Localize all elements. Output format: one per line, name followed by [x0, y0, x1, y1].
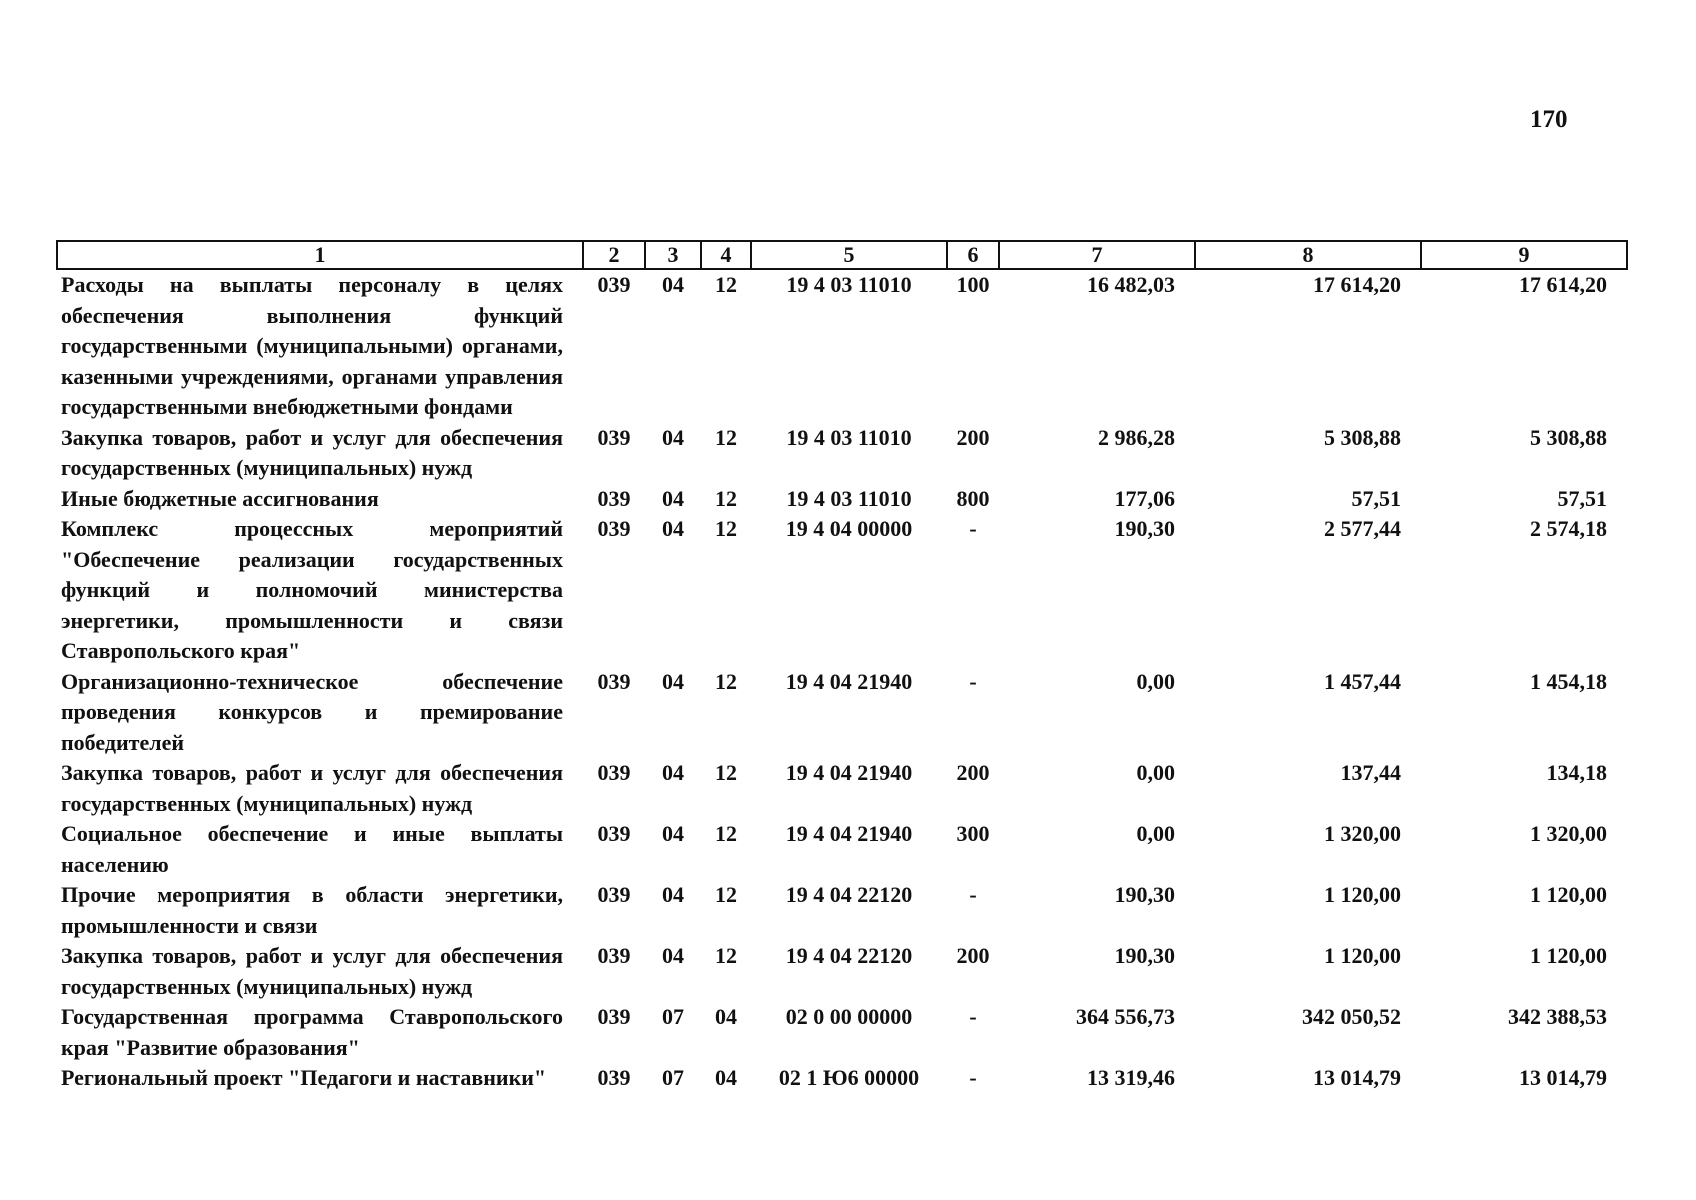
row-section: 07 — [662, 1065, 684, 1090]
row-expense-type: - — [969, 1065, 977, 1090]
row-target-article: 19 4 03 11010 — [786, 272, 912, 297]
row-section: 07 — [662, 1004, 684, 1029]
row-amount-col7: 16 482,03 — [1087, 272, 1175, 297]
row-amount-col7: 177,06 — [1114, 485, 1175, 511]
row-subsection: 12 — [715, 668, 737, 694]
row-target-article: 19 4 04 22120 — [785, 943, 913, 968]
page-number: 170 — [1530, 106, 1568, 133]
row-name: Социальное обеспечение и иные выплаты населению — [61, 821, 563, 877]
row-admin-code: 039 — [597, 272, 631, 297]
row-amount-col7: 2 986,28 — [1098, 424, 1175, 450]
row-amount-col9: 342 388,53 — [1508, 1004, 1607, 1029]
row-target-article: 19 4 04 21940 — [785, 760, 913, 785]
row-amount-col9: 5 308,88 — [1530, 424, 1607, 450]
table-row — [57, 667, 1627, 759]
row-amount-col9: 1 120,00 — [1530, 943, 1607, 968]
row-amount-col7: 0,00 — [1136, 760, 1175, 785]
header-col-6: 6 — [947, 241, 999, 269]
row-target-article: 19 4 04 00000 — [785, 516, 913, 541]
header-col-1: 1 — [57, 241, 583, 269]
row-amount-col9: 1 454,18 — [1530, 668, 1607, 694]
table-row — [57, 1063, 1627, 1094]
row-section: 04 — [662, 485, 684, 511]
row-expense-type: 800 — [956, 485, 990, 511]
row-name: Закупка товаров, работ и услуг для обеспечения государственных (муниципальных) нужд — [61, 760, 563, 816]
row-section: 04 — [662, 272, 684, 297]
row-amount-col8: 1 320,00 — [1324, 821, 1401, 846]
row-amount-col8: 137,44 — [1340, 760, 1401, 785]
row-name: Государственная программа Ставропольского края "Развитие образования" — [61, 1004, 563, 1060]
row-name: Расходы на выплаты персоналу в целях обеспечения выполнения функций государственными (муниципальными) органами, казенными учреждениями, органами управления государственными внебюджетными фондами — [61, 272, 563, 419]
row-amount-col8: 13 014,79 — [1313, 1065, 1401, 1090]
row-amount-col8: 342 050,52 — [1302, 1004, 1401, 1029]
row-subsection: 12 — [715, 485, 737, 511]
row-expense-type: - — [969, 516, 977, 541]
row-section: 04 — [662, 943, 684, 968]
row-subsection: 12 — [715, 516, 737, 541]
row-target-article: 02 0 00 00000 — [785, 1004, 913, 1029]
row-amount-col9: 13 014,79 — [1519, 1065, 1607, 1090]
row-name: Региональный проект "Педагоги и наставники" — [61, 1065, 547, 1090]
row-admin-code: 039 — [597, 668, 631, 694]
row-expense-type: 200 — [956, 943, 990, 968]
table-body — [57, 269, 1627, 1094]
row-amount-col7: 190,30 — [1114, 882, 1175, 907]
row-amount-col7: 190,30 — [1114, 516, 1175, 541]
row-section: 04 — [662, 516, 684, 541]
row-expense-type: 200 — [956, 424, 990, 450]
budget-table — [56, 240, 1628, 1094]
row-expense-type: 300 — [956, 821, 990, 846]
row-target-article: 19 4 04 21940 — [785, 668, 913, 694]
table-row — [57, 514, 1627, 667]
row-amount-col7: 0,00 — [1136, 668, 1175, 694]
row-amount-col8: 1 120,00 — [1324, 882, 1401, 907]
row-subsection: 04 — [715, 1004, 737, 1029]
table-row — [57, 484, 1627, 515]
row-amount-col9: 57,51 — [1557, 485, 1607, 511]
row-amount-col9: 1 120,00 — [1530, 882, 1607, 907]
row-target-article: 19 4 04 21940 — [785, 821, 913, 846]
row-name: Закупка товаров, работ и услуг для обеспечения государственных (муниципальных) нужд — [61, 943, 563, 999]
row-amount-col9: 134,18 — [1546, 760, 1607, 785]
table-row — [57, 941, 1627, 1002]
row-amount-col9: 2 574,18 — [1530, 516, 1607, 541]
row-amount-col9: 17 614,20 — [1519, 272, 1607, 297]
row-section: 04 — [662, 668, 684, 694]
row-admin-code: 039 — [597, 821, 631, 846]
row-subsection: 12 — [715, 424, 737, 450]
row-name: Комплекс процессных мероприятий "Обеспечение реализации государственных функций и полномочий министерства энергетики, промышленности и связи Ставропольского края" — [61, 516, 563, 663]
table-row — [57, 269, 1627, 423]
row-amount-col7: 13 319,46 — [1087, 1065, 1175, 1090]
row-expense-type: - — [969, 882, 977, 907]
row-subsection: 12 — [715, 882, 737, 907]
row-section: 04 — [662, 821, 684, 846]
row-target-article: 02 1 Ю6 00000 — [778, 1065, 920, 1090]
row-target-article: 19 4 03 11010 — [786, 485, 912, 511]
row-admin-code: 039 — [597, 485, 631, 511]
row-amount-col8: 1 457,44 — [1324, 668, 1401, 694]
row-amount-col7: 364 556,73 — [1076, 1004, 1175, 1029]
table-row — [57, 423, 1627, 484]
row-amount-col8: 1 120,00 — [1324, 943, 1401, 968]
row-expense-type: 100 — [956, 272, 990, 297]
table-row — [57, 819, 1627, 880]
row-amount-col8: 5 308,88 — [1324, 424, 1401, 450]
header-col-5: 5 — [751, 241, 947, 269]
row-target-article: 19 4 03 11010 — [786, 424, 912, 450]
row-name: Организационно-техническое обеспечение проведения конкурсов и премирование победителей — [61, 668, 563, 755]
header-col-4: 4 — [701, 241, 751, 269]
row-admin-code: 039 — [597, 760, 631, 785]
row-admin-code: 039 — [597, 1065, 631, 1090]
row-amount-col8: 2 577,44 — [1324, 516, 1401, 541]
row-name: Закупка товаров, работ и услуг для обеспечения государственных (муниципальных) нужд — [61, 424, 563, 480]
row-amount-col7: 0,00 — [1136, 821, 1175, 846]
row-subsection: 12 — [715, 943, 737, 968]
row-subsection: 12 — [715, 272, 737, 297]
table-row — [57, 758, 1627, 819]
row-subsection: 12 — [715, 821, 737, 846]
row-name: Прочие мероприятия в области энергетики, промышленности и связи — [61, 882, 563, 938]
header-col-3: 3 — [645, 241, 701, 269]
row-admin-code: 039 — [597, 882, 631, 907]
header-col-9: 9 — [1421, 241, 1627, 269]
row-amount-col8: 57,51 — [1351, 485, 1401, 511]
row-expense-type: - — [969, 1004, 977, 1029]
row-subsection: 12 — [715, 760, 737, 785]
row-section: 04 — [662, 424, 684, 450]
table-row — [57, 1002, 1627, 1063]
row-target-article: 19 4 04 22120 — [785, 882, 913, 907]
row-subsection: 04 — [715, 1065, 737, 1090]
row-amount-col9: 1 320,00 — [1530, 821, 1607, 846]
row-admin-code: 039 — [597, 943, 631, 968]
row-name: Иные бюджетные ассигнования — [61, 485, 379, 511]
header-col-7: 7 — [999, 241, 1195, 269]
table-row — [57, 880, 1627, 941]
header-col-8: 8 — [1195, 241, 1421, 269]
header-col-2: 2 — [583, 241, 645, 269]
row-amount-col7: 190,30 — [1114, 943, 1175, 968]
row-section: 04 — [662, 760, 684, 785]
row-section: 04 — [662, 882, 684, 907]
header-row — [57, 241, 1627, 269]
row-admin-code: 039 — [597, 516, 631, 541]
row-expense-type: - — [969, 668, 977, 694]
row-expense-type: 200 — [956, 760, 990, 785]
row-admin-code: 039 — [597, 1004, 631, 1029]
row-amount-col8: 17 614,20 — [1313, 272, 1401, 297]
row-admin-code: 039 — [597, 424, 631, 450]
